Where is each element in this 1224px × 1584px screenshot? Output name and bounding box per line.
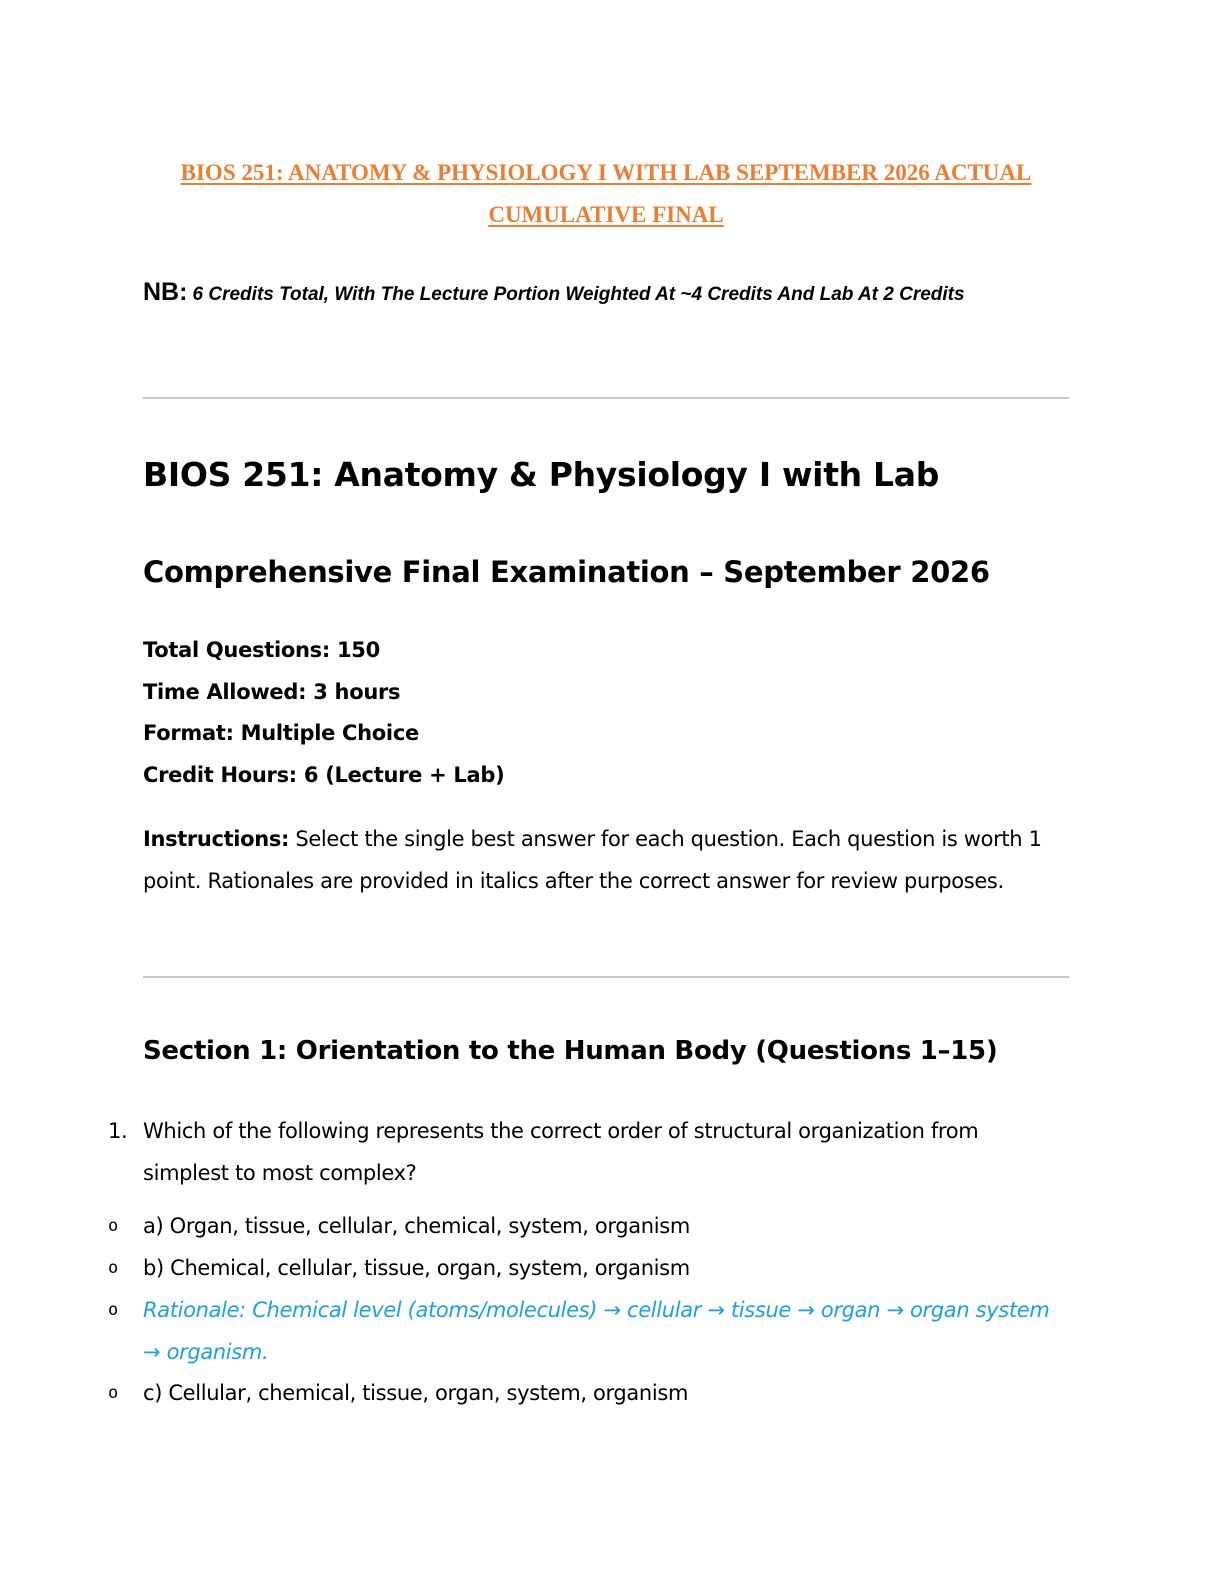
meta-format: Format: Multiple Choice: [143, 721, 419, 746]
instructions: [143, 818, 1069, 902]
rationale: [108, 1289, 1069, 1373]
exam-title: Comprehensive Final Examination – September 2026: [143, 555, 990, 589]
option-a: [108, 1205, 1069, 1247]
option-b: [108, 1247, 1069, 1289]
exam-meta: [143, 630, 504, 797]
option-c: [108, 1372, 1069, 1414]
section-title: Section 1: Orientation to the Human Body (Questions 1–15): [143, 1036, 998, 1066]
option-text: b) Chemical, cellular, tissue, organ, system, organism: [143, 1256, 690, 1280]
question-text: Which of the following represents the correct order of structural organization from simplest to most complex?: [143, 1119, 979, 1185]
course-title: BIOS 251: Anatomy & Physiology I with Lab: [143, 455, 940, 494]
divider-middle: [143, 976, 1069, 978]
document-title: BIOS 251: ANATOMY & PHYSIOLOGY I WITH LAB SEPTEMBER 2026 ACTUAL CUMULATIVE FINAL: [180, 160, 1032, 227]
option-text: c) Cellular, chemical, tissue, organ, system, organism: [143, 1381, 689, 1405]
divider-top: [143, 397, 1069, 399]
meta-total-questions: Total Questions: 150: [143, 638, 380, 662]
nb-text: 6 Credits Total, With The Lecture Portion Weighted At ~4 Credits And Lab At 2 Credits: [192, 284, 965, 305]
rationale-text: Rationale: Chemical level (atoms/molecules) → cellular → tissue → organ → organ system → organism.: [143, 1298, 1050, 1364]
bullet-icon: o: [108, 1216, 118, 1236]
question-number: 1.: [108, 1119, 128, 1143]
bullet-icon: o: [108, 1300, 118, 1320]
nb-note: [143, 278, 965, 307]
meta-credit-hours: Credit Hours: 6 (Lecture + Lab): [143, 763, 505, 788]
meta-time-allowed: Time Allowed: 3 hours: [143, 679, 401, 704]
bullet-icon: o: [108, 1258, 118, 1278]
instructions-text: Select the single best answer for each question. Each question is worth 1 point. Rationales are provided in italics after the correct answer for review purposes.: [143, 827, 1042, 893]
bullet-icon: o: [108, 1383, 118, 1403]
instructions-label: Instructions:: [143, 827, 290, 851]
option-text: a) Organ, tissue, cellular, chemical, system, organism: [143, 1214, 690, 1238]
nb-label: NB:: [143, 278, 188, 306]
question-1: [108, 1110, 1069, 1194]
